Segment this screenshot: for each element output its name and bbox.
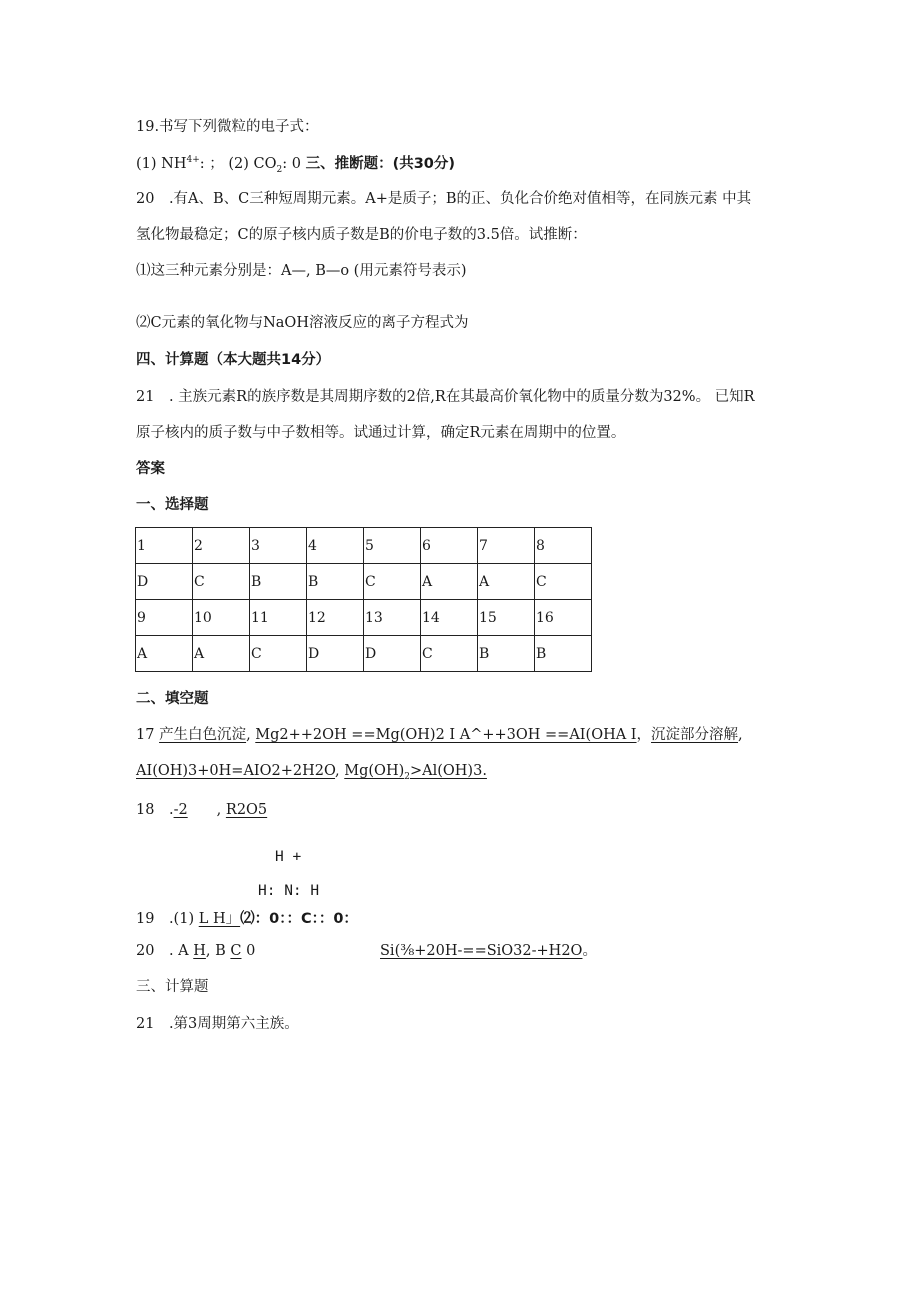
a20-b-label: , B xyxy=(205,943,231,959)
answer-table-cell: 3 xyxy=(250,528,307,564)
answer-table-row xyxy=(136,528,592,564)
answer-table-cell: 14 xyxy=(421,600,478,636)
a19-line xyxy=(136,909,358,929)
answer-table-cell: 6 xyxy=(421,528,478,564)
q19-part2-rest: : 0 xyxy=(282,156,301,172)
a20-equation-end: 。 xyxy=(582,943,597,959)
a17-blank4: AI(OH)3+0H=AIO2+2H2O xyxy=(136,763,336,779)
answer-table-cell: B xyxy=(307,564,364,600)
a17-line1 xyxy=(136,725,743,745)
answer-table-cell: 1 xyxy=(136,528,193,564)
answer-table-cell: 11 xyxy=(250,600,307,636)
a17-blank5-sub: 2 xyxy=(404,771,410,782)
q20-line2: 氢化物最稳定；C的原子核内质子数是B的价电子数的3.5倍。试推断： xyxy=(136,227,587,243)
answer-table-cell: C xyxy=(421,636,478,672)
a17-blank1: 产生白色沉淀 xyxy=(159,727,247,743)
answer-table-cell: 7 xyxy=(478,528,535,564)
a17-blank5 xyxy=(344,763,487,782)
q20-line1: 20 .有A、B、C三种短周期元素。A+是质子；B的正、负化合价绝对值相等，在同族元素 中其 xyxy=(136,191,752,207)
answer-table-row xyxy=(136,600,592,636)
answer-table-row xyxy=(136,564,592,600)
a19-lewis-top: H + xyxy=(275,849,302,865)
q19-title: 19.书写下列微粒的电子式： xyxy=(136,119,319,135)
a19-blank1: L H」 xyxy=(198,911,241,927)
a17-blank3: 沉淀部分溶解 xyxy=(651,727,739,743)
fill-heading: 二、填空题 xyxy=(136,691,209,707)
q20-sub1: ⑴这三种元素分别是：A—, B—o (用元素符号表示) xyxy=(136,263,467,279)
a17-sep2: ， xyxy=(636,727,652,743)
answer-table-cell: B xyxy=(250,564,307,600)
calc-heading: 三、计算题 xyxy=(136,979,209,995)
a18-mid: , xyxy=(187,802,226,818)
a19-part2: ⑵：0：：C：：0： xyxy=(240,911,358,927)
a17-number: 17 xyxy=(136,727,160,743)
a19-number: 19 .(1) xyxy=(136,911,199,927)
section4-heading: 四、计算题（本大题共14分） xyxy=(136,352,331,368)
mc-heading: 一、选择题 xyxy=(136,497,209,513)
q19-part1-rest: : ； xyxy=(199,156,224,172)
a20-number: 20 . A xyxy=(136,943,194,959)
answers-heading: 答案 xyxy=(136,461,165,477)
q21-line1: 21 . 主族元素R的族序数是其周期序数的2倍,R在其最高价氧化物中的质量分数为32%。 已知R xyxy=(136,389,755,405)
q19-part2-sub: 2 xyxy=(276,164,283,175)
answer-table-cell: 8 xyxy=(535,528,592,564)
a17-sep1: , xyxy=(246,727,256,743)
answer-table-cell: B xyxy=(478,636,535,672)
answer-table-cell: C xyxy=(250,636,307,672)
answer-table-cell: 9 xyxy=(136,600,193,636)
a20-b: C xyxy=(230,943,242,959)
a18-blank2: R2O5 xyxy=(225,802,268,818)
section3-heading: 三、推断题：(共30分) xyxy=(305,156,456,172)
a17-line2-sep: , xyxy=(335,763,345,779)
a17-blank2: Mg2++2OH ==Mg(OH)2 I A^++3OH ==AI(OHA I xyxy=(255,727,637,743)
a19-lewis-mid: H: N: H xyxy=(258,883,320,899)
answer-table-cell: D xyxy=(364,636,421,672)
answer-table-cell: C xyxy=(364,564,421,600)
a17-blank5-b: >Al(OH)3. xyxy=(409,763,487,779)
a17-line2 xyxy=(136,761,487,781)
a20-equation xyxy=(380,941,597,961)
answer-table-cell: 4 xyxy=(307,528,364,564)
a18-line xyxy=(136,800,267,820)
answer-table-cell: 16 xyxy=(535,600,592,636)
a20-equation-text: Si(⅜+20H-==SiO32-+H2O xyxy=(380,943,583,959)
q19-parts-line xyxy=(136,154,455,174)
answer-table-cell: A xyxy=(193,636,250,672)
answer-table-cell: 5 xyxy=(364,528,421,564)
answer-table-cell: 12 xyxy=(307,600,364,636)
answer-table-cell: D xyxy=(307,636,364,672)
answer-table-cell: B xyxy=(535,636,592,672)
q19-part1: (1) NH xyxy=(136,156,187,172)
answer-table-cell: 2 xyxy=(193,528,250,564)
a20-a: H xyxy=(193,943,206,959)
answer-table-cell: 15 xyxy=(478,600,535,636)
answer-table-row xyxy=(136,636,592,672)
a20-c: 0 xyxy=(241,943,256,959)
a20-line xyxy=(136,941,255,961)
a18-blank1: -2 xyxy=(173,802,188,818)
answer-table-cell: A xyxy=(421,564,478,600)
answer-table-cell: A xyxy=(136,636,193,672)
answer-table-cell: 13 xyxy=(364,600,421,636)
answer-table-cell: 10 xyxy=(193,600,250,636)
a17-end: , xyxy=(738,727,743,743)
a18-number: 18 . xyxy=(136,802,174,818)
answer-table xyxy=(135,527,592,672)
answer-table-cell: C xyxy=(535,564,592,600)
q21-line2: 原子核内的质子数与中子数相等。试通过计算，确定R元素在周期中的位置。 xyxy=(136,425,626,441)
answer-table-cell: A xyxy=(478,564,535,600)
answer-table-cell: C xyxy=(193,564,250,600)
a21-answer: 21 .第3周期第六主族。 xyxy=(136,1016,299,1032)
a17-blank5-a: Mg(OH) xyxy=(344,763,405,779)
q19-part2: (2) CO xyxy=(228,156,277,172)
answer-table-cell: D xyxy=(136,564,193,600)
q20-sub2: ⑵C元素的氧化物与NaOH溶液反应的离子方程式为 xyxy=(136,315,469,331)
q19-part1-charge: 4+ xyxy=(186,155,200,166)
